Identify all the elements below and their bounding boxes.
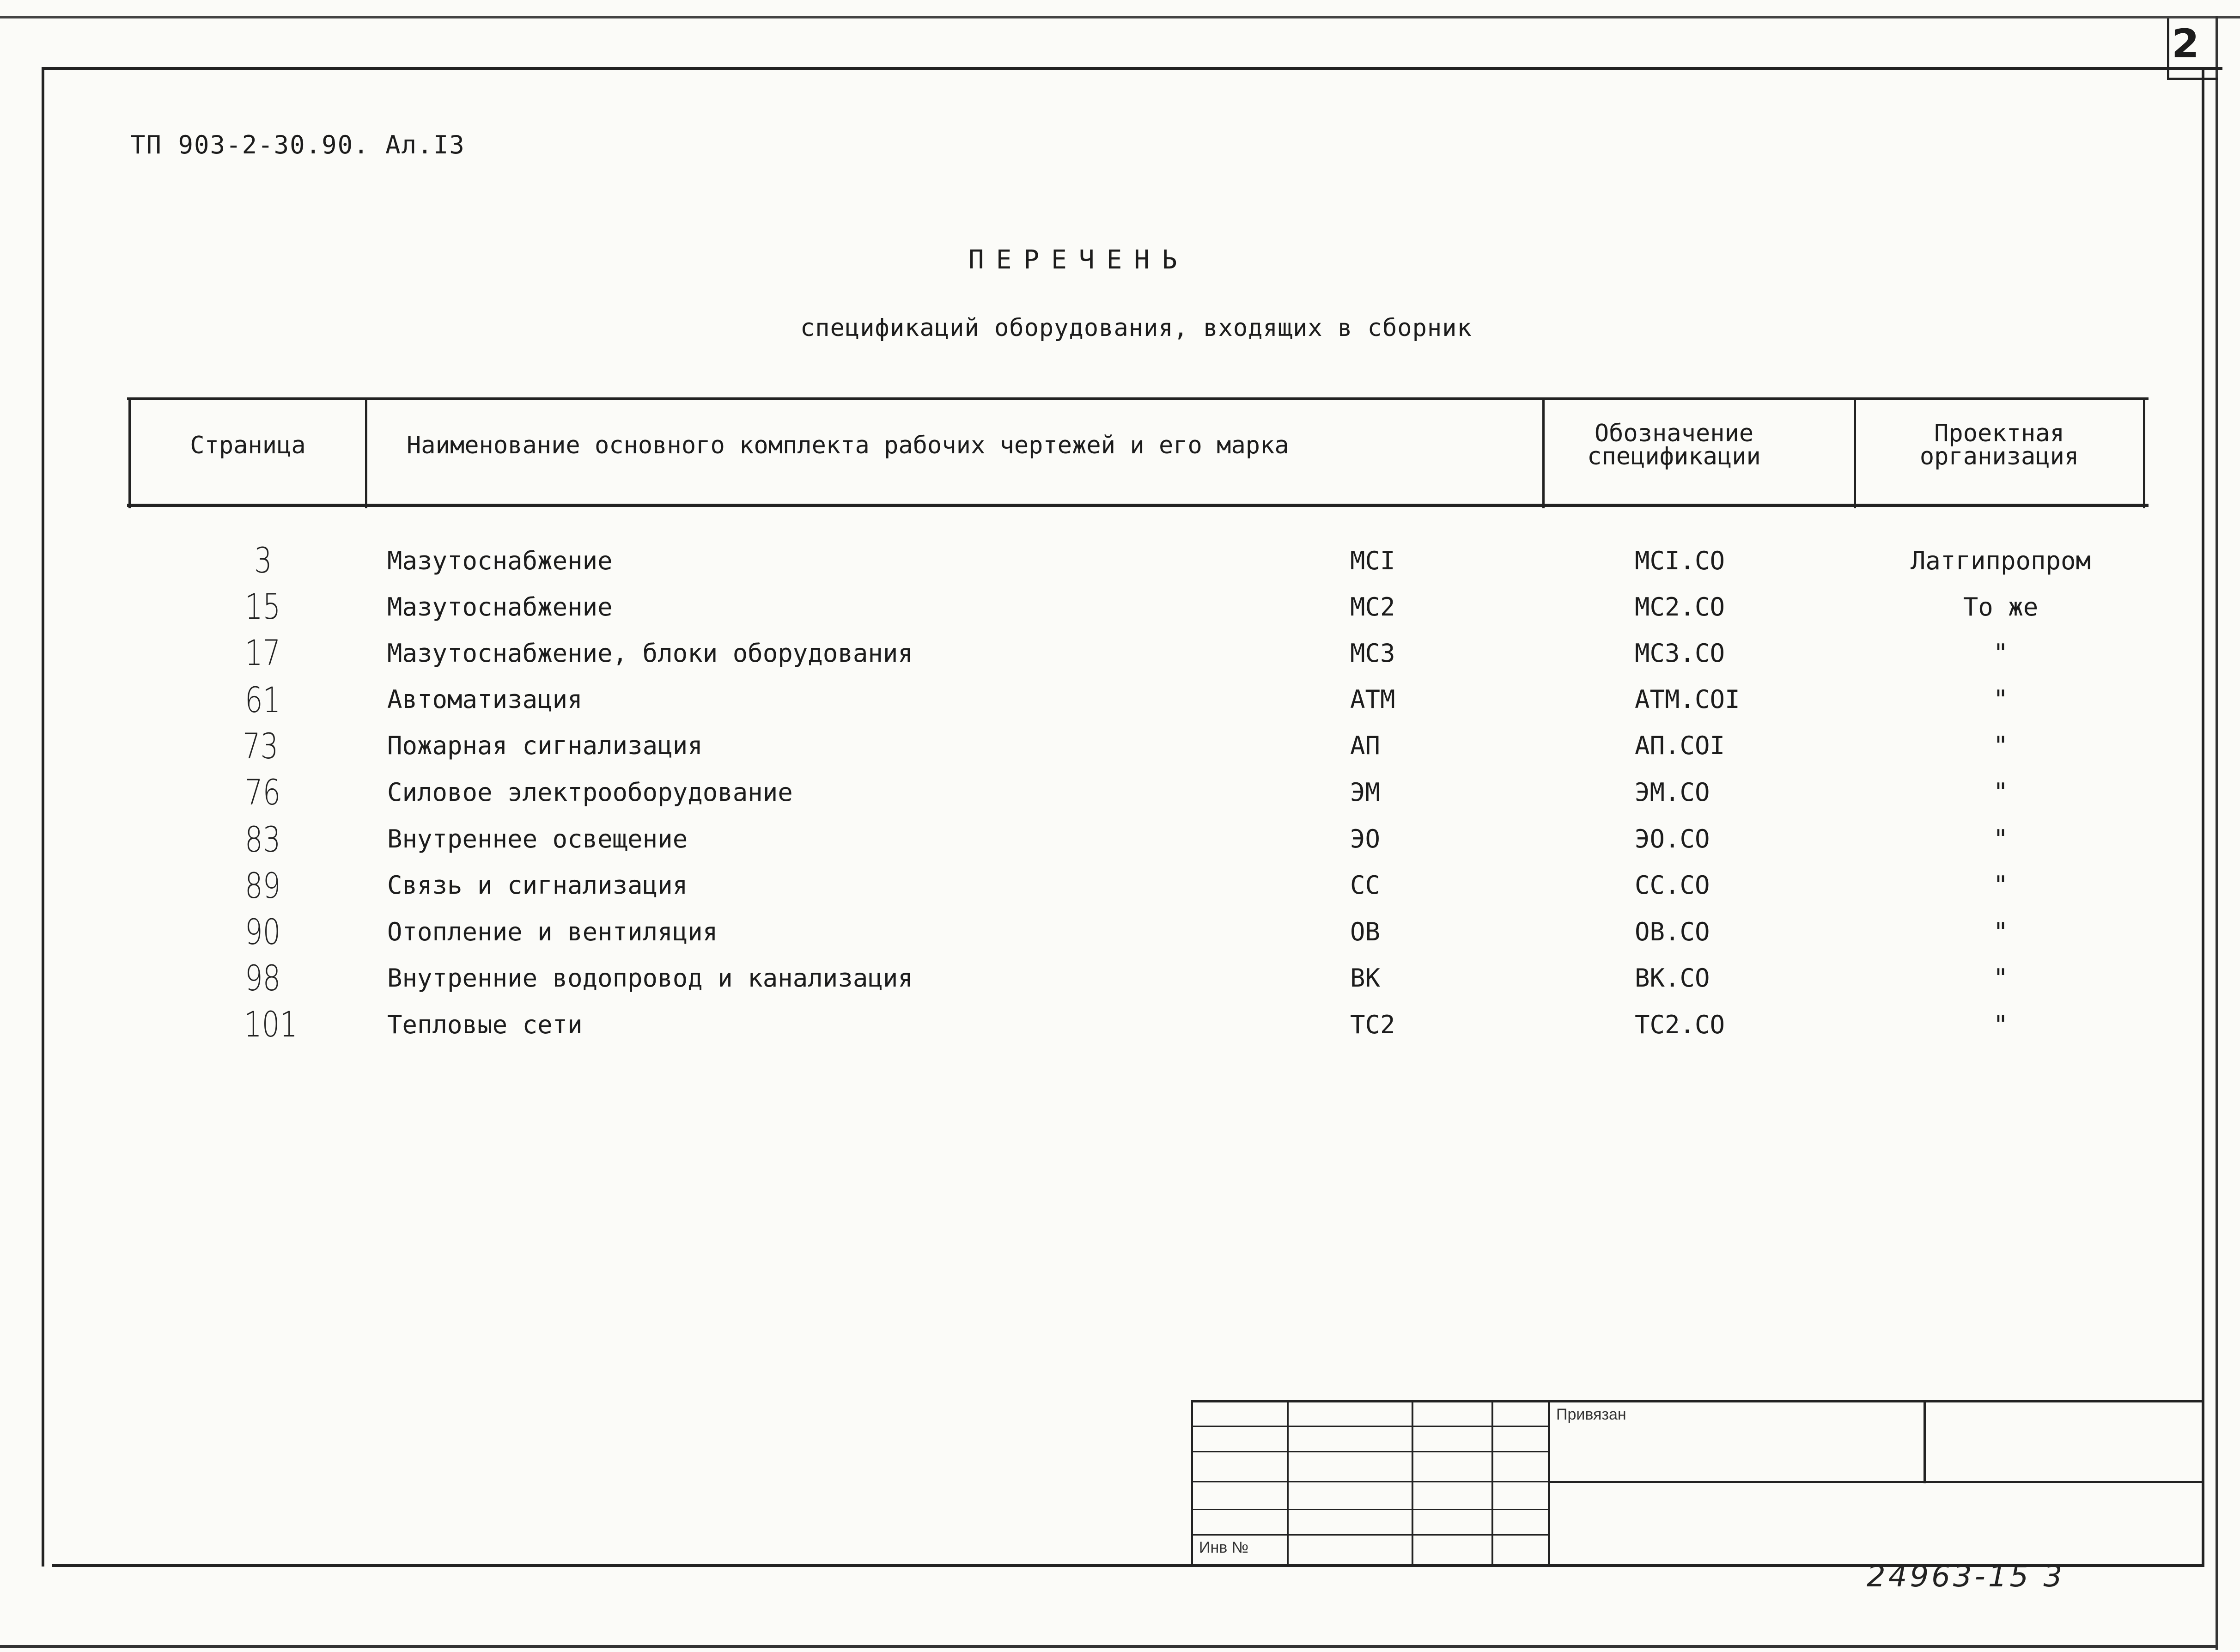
row-spec: АП.СОI	[1635, 731, 1725, 760]
row-mark: МСI	[1350, 546, 1395, 575]
inventory-label: Инв №	[1199, 1539, 1249, 1556]
row-page: 15	[245, 586, 281, 627]
row-org: "	[1993, 871, 2009, 900]
row-mark: ТС2	[1350, 1010, 1395, 1039]
row-page: 17	[245, 632, 281, 673]
row-mark: ЭО	[1350, 824, 1381, 853]
page-title: ПЕРЕЧЕНЬ	[968, 245, 1189, 275]
row-spec: АТМ.СОI	[1635, 685, 1740, 714]
row-org: "	[1993, 731, 2009, 760]
row-name: Мазутоснабжение, блоки оборудования	[387, 639, 913, 668]
row-page: 90	[245, 911, 281, 952]
header-designation	[1545, 422, 1803, 468]
row-name: Отопление и вентиляция	[387, 917, 718, 946]
row-page: 76	[245, 772, 281, 813]
sheet-number: 2	[2172, 21, 2199, 67]
header-org-line1: Проектная	[1934, 420, 2064, 447]
header-org	[1856, 422, 2143, 468]
row-mark: АП	[1350, 731, 1381, 760]
row-page: 101	[244, 1004, 298, 1045]
row-spec: МС3.СО	[1635, 639, 1725, 668]
row-name: Тепловые сети	[387, 1010, 583, 1039]
row-mark: МС3	[1350, 639, 1395, 668]
footer-code: 24963-15 3	[1867, 1560, 2065, 1594]
page-subtitle: спецификаций оборудования, входящих в сборник	[800, 314, 1472, 342]
row-page: 73	[243, 725, 279, 767]
row-mark: ЭМ	[1350, 778, 1381, 807]
row-page: 98	[245, 957, 281, 999]
row-page: 89	[245, 865, 281, 906]
row-page: 3	[254, 540, 272, 581]
header-designation-line1: Обозначение	[1594, 420, 1754, 447]
row-spec: ЭМ.СО	[1635, 778, 1710, 807]
row-spec: ТС2.СО	[1635, 1010, 1725, 1039]
header-org-line2: организация	[1919, 443, 2079, 470]
row-org: "	[1993, 778, 2009, 807]
row-spec: МС2.СО	[1635, 592, 1725, 622]
row-spec: ОВ.СО	[1635, 917, 1710, 946]
row-spec: СС.СО	[1635, 871, 1710, 900]
row-mark: ОВ	[1350, 917, 1381, 946]
row-org: Латгипропром	[1910, 546, 2091, 575]
row-mark: АТМ	[1350, 685, 1395, 714]
row-name: Внутренние водопровод и канализация	[387, 963, 913, 993]
row-name: Силовое электрооборудование	[387, 778, 793, 807]
row-name: Внутреннее освещение	[387, 824, 688, 853]
row-org: "	[1993, 685, 2009, 714]
row-mark: ВК	[1350, 963, 1381, 993]
document-code: ТП 903-2-30.90. Ал.I3	[130, 130, 465, 159]
row-org: "	[1993, 963, 2009, 993]
attached-label: Привязан	[1556, 1406, 1626, 1423]
row-spec: ВК.СО	[1635, 963, 1710, 993]
row-page: 61	[245, 679, 281, 720]
row-name: Связь и сигнализация	[387, 871, 688, 900]
row-page: 83	[245, 819, 281, 860]
row-name: Мазутоснабжение	[387, 546, 613, 575]
row-mark: МС2	[1350, 592, 1395, 622]
row-org: "	[1993, 1010, 2009, 1039]
row-org: "	[1993, 639, 2009, 668]
row-name: Пожарная сигнализация	[387, 731, 703, 760]
header-name: Наименование основного комплекта рабочих чертежей и его марка	[407, 432, 1289, 459]
row-org: То же	[1963, 592, 2039, 622]
row-org: "	[1993, 917, 2009, 946]
row-name: Автоматизация	[387, 685, 583, 714]
row-org: "	[1993, 824, 2009, 853]
row-mark: СС	[1350, 871, 1381, 900]
row-spec: ЭО.СО	[1635, 824, 1710, 853]
row-spec: МСI.СО	[1635, 546, 1725, 575]
header-designation-line2: спецификации	[1587, 443, 1761, 470]
row-name: Мазутоснабжение	[387, 592, 613, 622]
header-page: Страница	[190, 432, 306, 459]
